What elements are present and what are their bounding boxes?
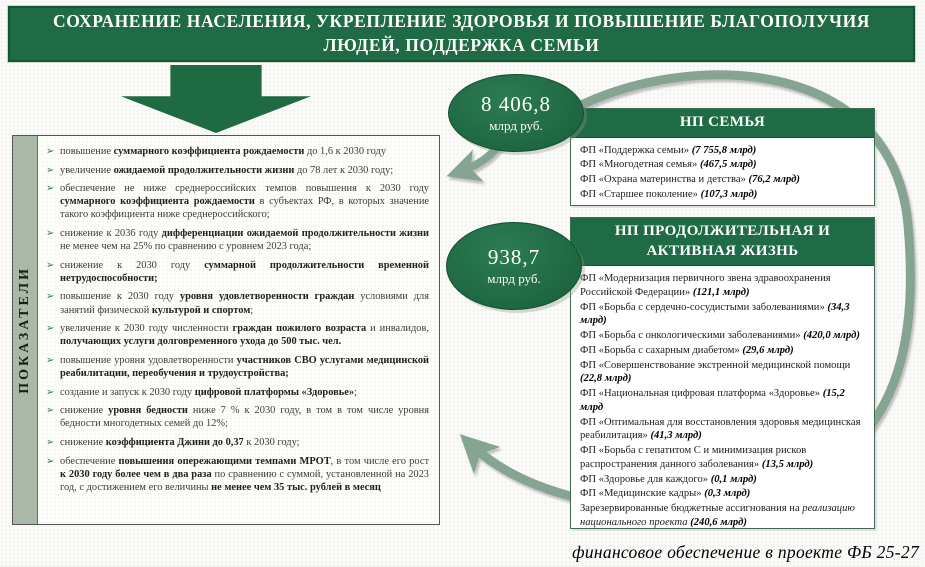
project-amount: (7 755,8 млрд): [691, 144, 757, 156]
project-item: ФП «Борьба с сахарным диабетом» (29,6 млрд): [580, 344, 794, 356]
project-item: ФП «Здоровье для каждого» (0,1 млрд): [580, 473, 757, 485]
project-amount: (76,2 млрд): [748, 174, 800, 186]
indicators-panel: [12, 135, 440, 525]
np-active-life-items: [571, 266, 874, 537]
indicators-list: [38, 136, 439, 524]
indicator-item: [46, 455, 429, 494]
project-item: Зарезервированные бюджетные ассигнования на реализацию национального проекта (240,6 млрд): [580, 503, 855, 529]
project-amount: (41,3 млрд): [650, 430, 702, 442]
indicator-text: снижение уровня бедности ниже 7 % к 2030 году, в том в том числе уровня бедности многодетных семей до 12%;: [60, 405, 430, 430]
project-amount: (240,6 млрд): [690, 517, 747, 529]
bullet-arrow-icon: ➢: [46, 405, 55, 417]
project-amount: (0,1 млрд): [710, 473, 757, 485]
project-item: ФП «Совершенствование экстренной медицинской помощи (22,8 млрд): [580, 359, 851, 385]
project-item: ФП «Борьба с онкологическими заболеваниями» (420,0 млрд): [580, 330, 860, 342]
indicator-text: снижение к 2036 году дифференциации ожидаемой продолжительности жизни не менее чем на 25% по сравнению с уровнем 2023 года;: [60, 228, 429, 253]
indicator-text: снижение коэффициента Джини до 0,37 к 2030 году;: [60, 436, 300, 448]
indicator-item: [46, 290, 429, 316]
indicator-item: [46, 386, 429, 399]
np-active-life-title: НП ПРОДОЛЖИТЕЛЬНАЯ И АКТИВНАЯ ЖИЗНЬ: [571, 218, 874, 266]
project-item: ФП «Борьба с сердечно-сосудистыми заболеваниями» (34,3 млрд): [580, 301, 850, 327]
indicators-label: ПОКАЗАТЕЛИ: [17, 266, 32, 394]
funding-unit: млрд руб.: [487, 271, 541, 286]
funding-unit: млрд руб.: [489, 118, 543, 133]
project-amount: (107,3 млрд): [700, 188, 758, 200]
project-amount: (34,3 млрд): [580, 301, 850, 327]
project-amount: (467,5 млрд): [699, 159, 757, 171]
indicator-text: повышение к 2030 году уровня удовлетворенности граждан условиями для занятий физической культурой и спортом;: [60, 291, 429, 316]
indicator-item: [46, 182, 429, 221]
project-amount: (13,5 млрд): [761, 458, 814, 470]
np-family-items: [571, 138, 874, 209]
indicator-item: [46, 227, 429, 253]
project-item: ФП «Национальная цифровая платформа «Здоровье» (15,2 млрд: [580, 388, 845, 413]
np-active-life-box: [570, 217, 875, 529]
project-amount: (29,6 млрд): [742, 344, 794, 356]
project-item: ФП «Охрана материнства и детства» (76,2 млрд): [580, 174, 800, 186]
project-amount: (0,3 млрд): [704, 488, 751, 500]
bullet-arrow-icon: ➢: [46, 228, 55, 240]
project-item: ФП «Многодетная семья» (467,5 млрд): [580, 159, 757, 171]
indicators-side-strip: [13, 136, 38, 524]
project-amount: (121,1 млрд): [692, 286, 750, 298]
bullet-arrow-icon: ➢: [46, 436, 55, 448]
np-family-title: НП СЕМЬЯ: [571, 109, 874, 138]
indicator-item: [46, 145, 429, 158]
bullet-arrow-icon: ➢: [46, 354, 55, 366]
np-family-box: [570, 108, 875, 206]
bullet-arrow-icon: ➢: [46, 455, 55, 467]
project-item: ФП «Оптимальная для восстановления здоровья медицинская реабилитация» (41,3 млрд): [580, 416, 861, 442]
project-item: ФП «Модернизация первичного звена здравоохранения Российской Федерации» (121,1 млрд): [580, 273, 831, 298]
indicator-text: обеспечение повышения опережающими темпами МРОТ, в том числе его рост к 2030 году более чем в два раза по сравнению с суммой, установленной на 2023 год, с достижением его величины не менее чем 35 тыс. рублей в месяц: [60, 455, 429, 493]
indicator-text: увеличение ожидаемой продолжительности жизни до 78 лет к 2030 году;: [60, 164, 394, 176]
bullet-arrow-icon: ➢: [46, 183, 55, 195]
indicator-item: [46, 404, 429, 430]
bullet-arrow-icon: ➢: [46, 386, 55, 398]
indicator-item: [46, 164, 429, 177]
indicator-text: снижение к 2030 году суммарной продолжительности временной нетрудоспособности;: [60, 259, 429, 284]
funding-oval-family: [448, 74, 584, 152]
indicator-item: [46, 322, 429, 348]
indicator-item: [46, 354, 429, 380]
bullet-arrow-icon: ➢: [46, 146, 55, 157]
indicator-text: повышение уровня удовлетворенности участников СВО услугами медицинской реабилитации, переобучения и трудоустройства;: [60, 354, 429, 380]
project-amount: (22,8 млрд): [580, 373, 632, 385]
indicator-text: создание и запуск к 2030 году цифровой платформы «Здоровье»;: [60, 386, 357, 398]
indicator-item: [46, 259, 429, 285]
project-item: ФП «Старшее поколение» (107,3 млрд): [580, 188, 758, 200]
funding-oval-active-life: [446, 222, 582, 310]
indicator-item: [46, 436, 429, 449]
project-item: ФП «Борьба с гепатитом С и минимизация рисков распространения данного заболевания» (13,5 млрд): [580, 445, 814, 470]
indicator-text: увеличение к 2030 году численности граждан пожилого возраста и инвалидов, получающих услуги долговременного ухода до 500 тыс. чел.: [60, 323, 429, 348]
bullet-arrow-icon: ➢: [46, 259, 55, 271]
funding-amount: 8 406,8: [481, 92, 551, 116]
bullet-arrow-icon: ➢: [46, 323, 55, 335]
project-amount: (420,0 млрд): [803, 330, 860, 342]
bullet-arrow-icon: ➢: [46, 291, 55, 303]
project-amount: (15,2 млрд: [580, 388, 845, 413]
bullet-arrow-icon: ➢: [46, 164, 55, 176]
project-item: ФП «Поддержка семьи» (7 755,8 млрд): [580, 144, 757, 156]
page-title: СОХРАНЕНИЕ НАСЕЛЕНИЯ, УКРЕПЛЕНИЕ ЗДОРОВЬЯ И ПОВЫШЕНИЕ БЛАГОПОЛУЧИЯ ЛЮДЕЙ, ПОДДЕРЖКА СЕМЬИ: [52, 11, 871, 55]
funding-amount: 938,7: [487, 245, 541, 269]
indicator-text: повышение суммарного коэффициента рождаемости до 1,6 к 2030 году: [60, 146, 387, 157]
footer-note: финансовое обеспечение в проекте ФБ 25-27: [572, 542, 919, 562]
indicator-text: обеспечение не ниже среднероссийских темпов повышения к 2030 году суммарного коэффициента рождаемости в субъектах РФ, в которых значение такого коэффициента ниже среднероссийского;: [60, 183, 429, 221]
project-item: ФП «Медицинские кадры» (0,3 млрд): [580, 488, 751, 500]
